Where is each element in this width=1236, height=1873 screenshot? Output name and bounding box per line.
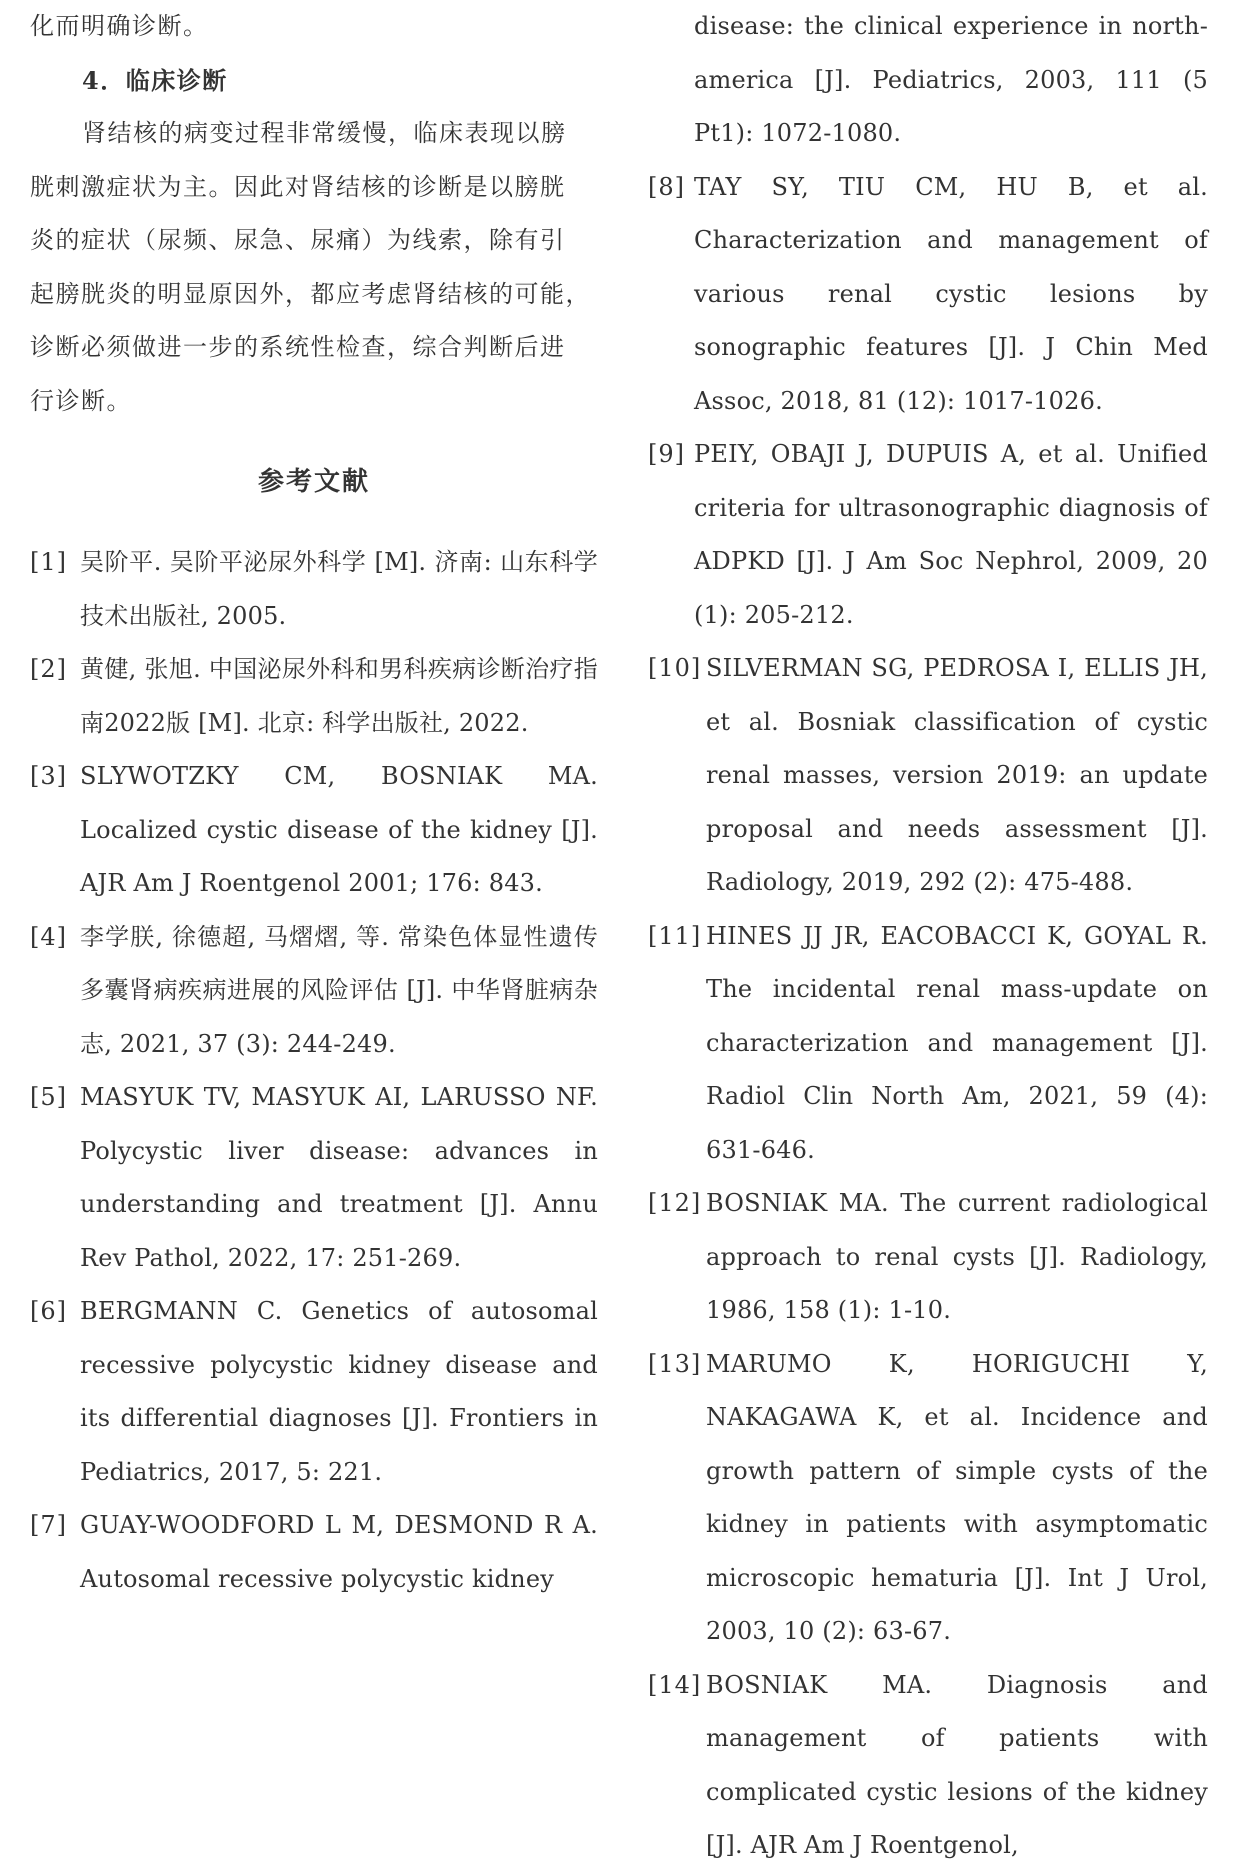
reference-item: [30, 1499, 598, 1606]
reference-number: [6]: [30, 1297, 67, 1325]
reference-item: [30, 911, 598, 1072]
right-column: [648, 0, 1208, 1873]
reference-item: [648, 428, 1208, 642]
body-line: 炎的症状（尿频、尿急、尿痛）为线索，除有引: [30, 226, 566, 254]
reference-text: TAY SY, TIU CM, HU B, et al. Characterization and management of various renal cystic lesions by sonographic features [J]. J Chin Med Assoc, 2018, 81 (12): 1017-1026.: [694, 172, 1208, 415]
reference-list-left: [30, 536, 598, 1606]
reference-text: BOSNIAK MA. The current radiological approach to renal cysts [J]. Radiology, 1986, 158 (1): 1-10.: [706, 1189, 1208, 1324]
reference-list-right: [648, 0, 1208, 1873]
reference-number: [7]: [30, 1511, 67, 1539]
reference-item: [30, 643, 598, 750]
reference-text: BERGMANN C. Genetics of autosomal recessive polycystic kidney disease and its differential diagnoses [J]. Frontiers in Pediatrics, 2017, 5: 221.: [80, 1297, 598, 1486]
reference-number: [5]: [30, 1083, 67, 1111]
body-line: 起膀胱炎的明显原因外，都应考虑肾结核的可能，: [30, 279, 591, 308]
reference-text: MASYUK TV, MASYUK AI, LARUSSO NF. Polycystic liver disease: advances in understanding and treatment [J]. Annu Rev Pathol, 2022, 17: 251-269.: [80, 1083, 598, 1272]
reference-number: [9]: [648, 440, 685, 468]
reference-number: [13]: [648, 1349, 702, 1378]
reference-continuation: [648, 0, 1208, 161]
reference-number: [2]: [30, 655, 67, 683]
section-heading: 4．临床诊断: [82, 65, 228, 95]
reference-item: [30, 536, 598, 643]
reference-number: [4]: [30, 922, 67, 951]
reference-item: [648, 642, 1208, 910]
body-line: 胱刺激症状为主。因此对肾结核的诊断是以膀胱: [30, 172, 566, 201]
reference-text: GUAY-WOODFORD L M, DESMOND R A. Autosomal recessive polycystic kidney: [80, 1511, 598, 1593]
reference-text: HINES JJ JR, EACOBACCI K, GOYAL R. The incidental renal mass-update on characterization and management [J]. Radiol Clin North Am, 2021, 59 (4): 631-646.: [706, 921, 1208, 1164]
reference-text: 李学朕, 徐德超, 马熠熠, 等. 常染色体显性遗传多囊肾病疾病进展的风险评估 [J]. 中华肾脏病杂志, 2021, 37 (3): 244-249.: [80, 922, 598, 1058]
reference-item: [648, 1338, 1208, 1659]
reference-item: [648, 1659, 1208, 1873]
reference-item: [648, 1177, 1208, 1338]
references-title: 参考文献: [257, 467, 370, 497]
reference-text: MARUMO K, HORIGUCHI Y, NAKAGAWA K, et al. Incidence and growth pattern of simple cysts of the kidney in patients with asymptomatic microscopic hematuria [J]. Int J Urol, 2003, 10 (2): 63-67.: [706, 1349, 1208, 1645]
reference-text: SLYWOTZKY CM, BOSNIAK MA. Localized cystic disease of the kidney [J]. AJR Am J Roentgenol 2001; 176: 843.: [80, 762, 598, 897]
reference-text: 吴阶平. 吴阶平泌尿外科学 [M]. 济南: 山东科学技术出版社, 2005.: [80, 548, 598, 630]
reference-number: [14]: [648, 1670, 702, 1699]
body-line: 肾结核的病变过程非常缓慢，临床表现以膀: [82, 119, 567, 147]
reference-number: [12]: [648, 1189, 702, 1217]
body-line: 行诊断。: [30, 386, 132, 415]
reference-number: [11]: [648, 921, 702, 950]
reference-number: [8]: [648, 172, 685, 201]
reference-text: 黄健, 张旭. 中国泌尿外科和男科疾病诊断治疗指南2022版 [M]. 北京: 科学出版社, 2022.: [80, 655, 598, 737]
left-column: [30, 0, 598, 1606]
reference-item: [30, 750, 598, 911]
reference-number: [1]: [30, 548, 67, 576]
paragraph-continuation: 化而明确诊断。: [30, 12, 209, 40]
reference-text: PEIY, OBAJI J, DUPUIS A, et al. Unified criteria for ultrasonographic diagnosis of ADPKD [J]. J Am Soc Nephrol, 2009, 20 (1): 205-212.: [694, 440, 1208, 629]
reference-item: [30, 1071, 598, 1285]
reference-number: [10]: [648, 654, 702, 682]
reference-text: BOSNIAK MA. Diagnosis and management of patients with complicated cystic lesions of the kidney [J]. AJR Am J Roentgenol,: [706, 1670, 1208, 1859]
reference-item: [648, 910, 1208, 1178]
reference-text: SILVERMAN SG, PEDROSA I, ELLIS JH, et al. Bosniak classification of cystic renal masses, version 2019: an update proposal and needs assessment [J]. Radiology, 2019, 292 (2): 475-488.: [706, 654, 1208, 896]
reference-text: disease: the clinical experience in north-america [J]. Pediatrics, 2003, 111 (5 Pt1): 1072-1080.: [694, 12, 1208, 147]
reference-number: [3]: [30, 762, 67, 790]
reference-item: [30, 1285, 598, 1499]
reference-item: [648, 161, 1208, 429]
body-line: 诊断必须做进一步的系统性检查，综合判断后进: [30, 333, 566, 361]
